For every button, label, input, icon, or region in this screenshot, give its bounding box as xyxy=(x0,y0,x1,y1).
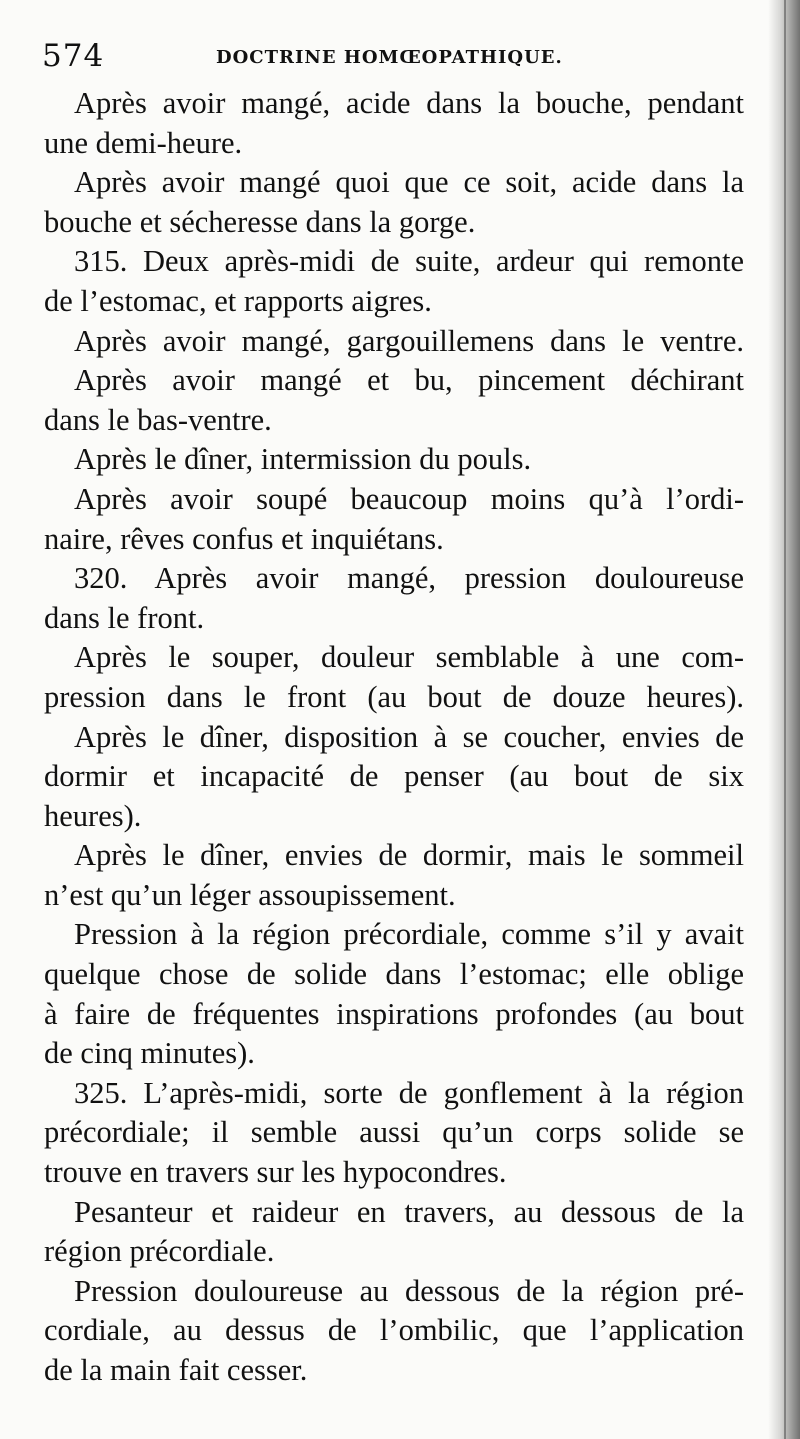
text-line: région précordiale. xyxy=(44,1234,275,1269)
text-line: 325. L’après-midi, sorte de gonflement à la région xyxy=(74,1075,744,1110)
page-number: 574 xyxy=(42,38,105,74)
text-line: pression dans le front (au bout de douze heures). xyxy=(44,679,744,714)
text-line: bouche et sécheresse dans la gorge. xyxy=(44,204,476,239)
text-line: naire, rêves confus et inquiétans. xyxy=(44,521,444,556)
text-line: Après avoir mangé, acide dans la bouche, pendant xyxy=(74,86,744,120)
text-line: Après avoir soupé beaucoup moins qu’à l’ordi- xyxy=(74,481,744,516)
text-line: Après avoir mangé et bu, pincement déchirant xyxy=(74,363,744,398)
running-title: DOCTRINE HOMŒOPATHIQUE. xyxy=(216,47,563,68)
text-line: Après le dîner, envies de dormir, mais le sommeil xyxy=(74,838,744,873)
running-head xyxy=(42,38,742,78)
text-line: n’est qu’un léger assoupissement. xyxy=(44,877,456,912)
text-line: 320. Après avoir mangé, pression douloureuse xyxy=(74,561,744,596)
text-line: trouve en travers sur les hypocondres. xyxy=(44,1155,507,1190)
text-line: quelque chose de solide dans l’estomac; elle oblige xyxy=(44,957,744,992)
text-line: à faire de fréquentes inspirations profondes (au bout xyxy=(44,996,744,1031)
text-line: une demi-heure. xyxy=(44,125,243,160)
text-line: Après le dîner, disposition à se coucher, envies de xyxy=(74,719,744,754)
text-line: Après le dîner, intermission du pouls. xyxy=(74,442,532,477)
text-line: cordiale, au dessus de l’ombilic, que l’application xyxy=(44,1313,744,1348)
text-line: de cinq minutes). xyxy=(44,1036,255,1071)
text-line: dans le bas-ventre. xyxy=(44,402,272,437)
text-line: heures). xyxy=(44,798,142,833)
body-text xyxy=(44,84,744,1391)
text-line: Pesanteur et raideur en travers, au dessous de la xyxy=(74,1194,744,1229)
text-line: de l’estomac, et rapports aigres. xyxy=(44,283,432,318)
text-line: Après avoir mangé, gargouillemens dans le ventre. xyxy=(74,323,744,358)
text-line: précordiale; il semble aussi qu’un corps solide se xyxy=(44,1115,744,1150)
text-line: 315. Deux après-midi de suite, ardeur qui remonte xyxy=(74,244,744,279)
text-line: dans le front. xyxy=(44,600,205,635)
text-line: Après le souper, douleur semblable à une com- xyxy=(74,640,744,675)
page-edge-line xyxy=(784,0,786,1439)
text-line: de la main fait cesser. xyxy=(44,1353,308,1387)
text-line: dormir et incapacité de penser (au bout de six xyxy=(44,759,744,794)
text-line: Pression douloureuse au dessous de la région pré- xyxy=(74,1273,744,1308)
text-line: Après avoir mangé quoi que ce soit, acide dans la xyxy=(74,165,744,200)
text-line: Pression à la région précordiale, comme s’il y avait xyxy=(74,917,744,952)
